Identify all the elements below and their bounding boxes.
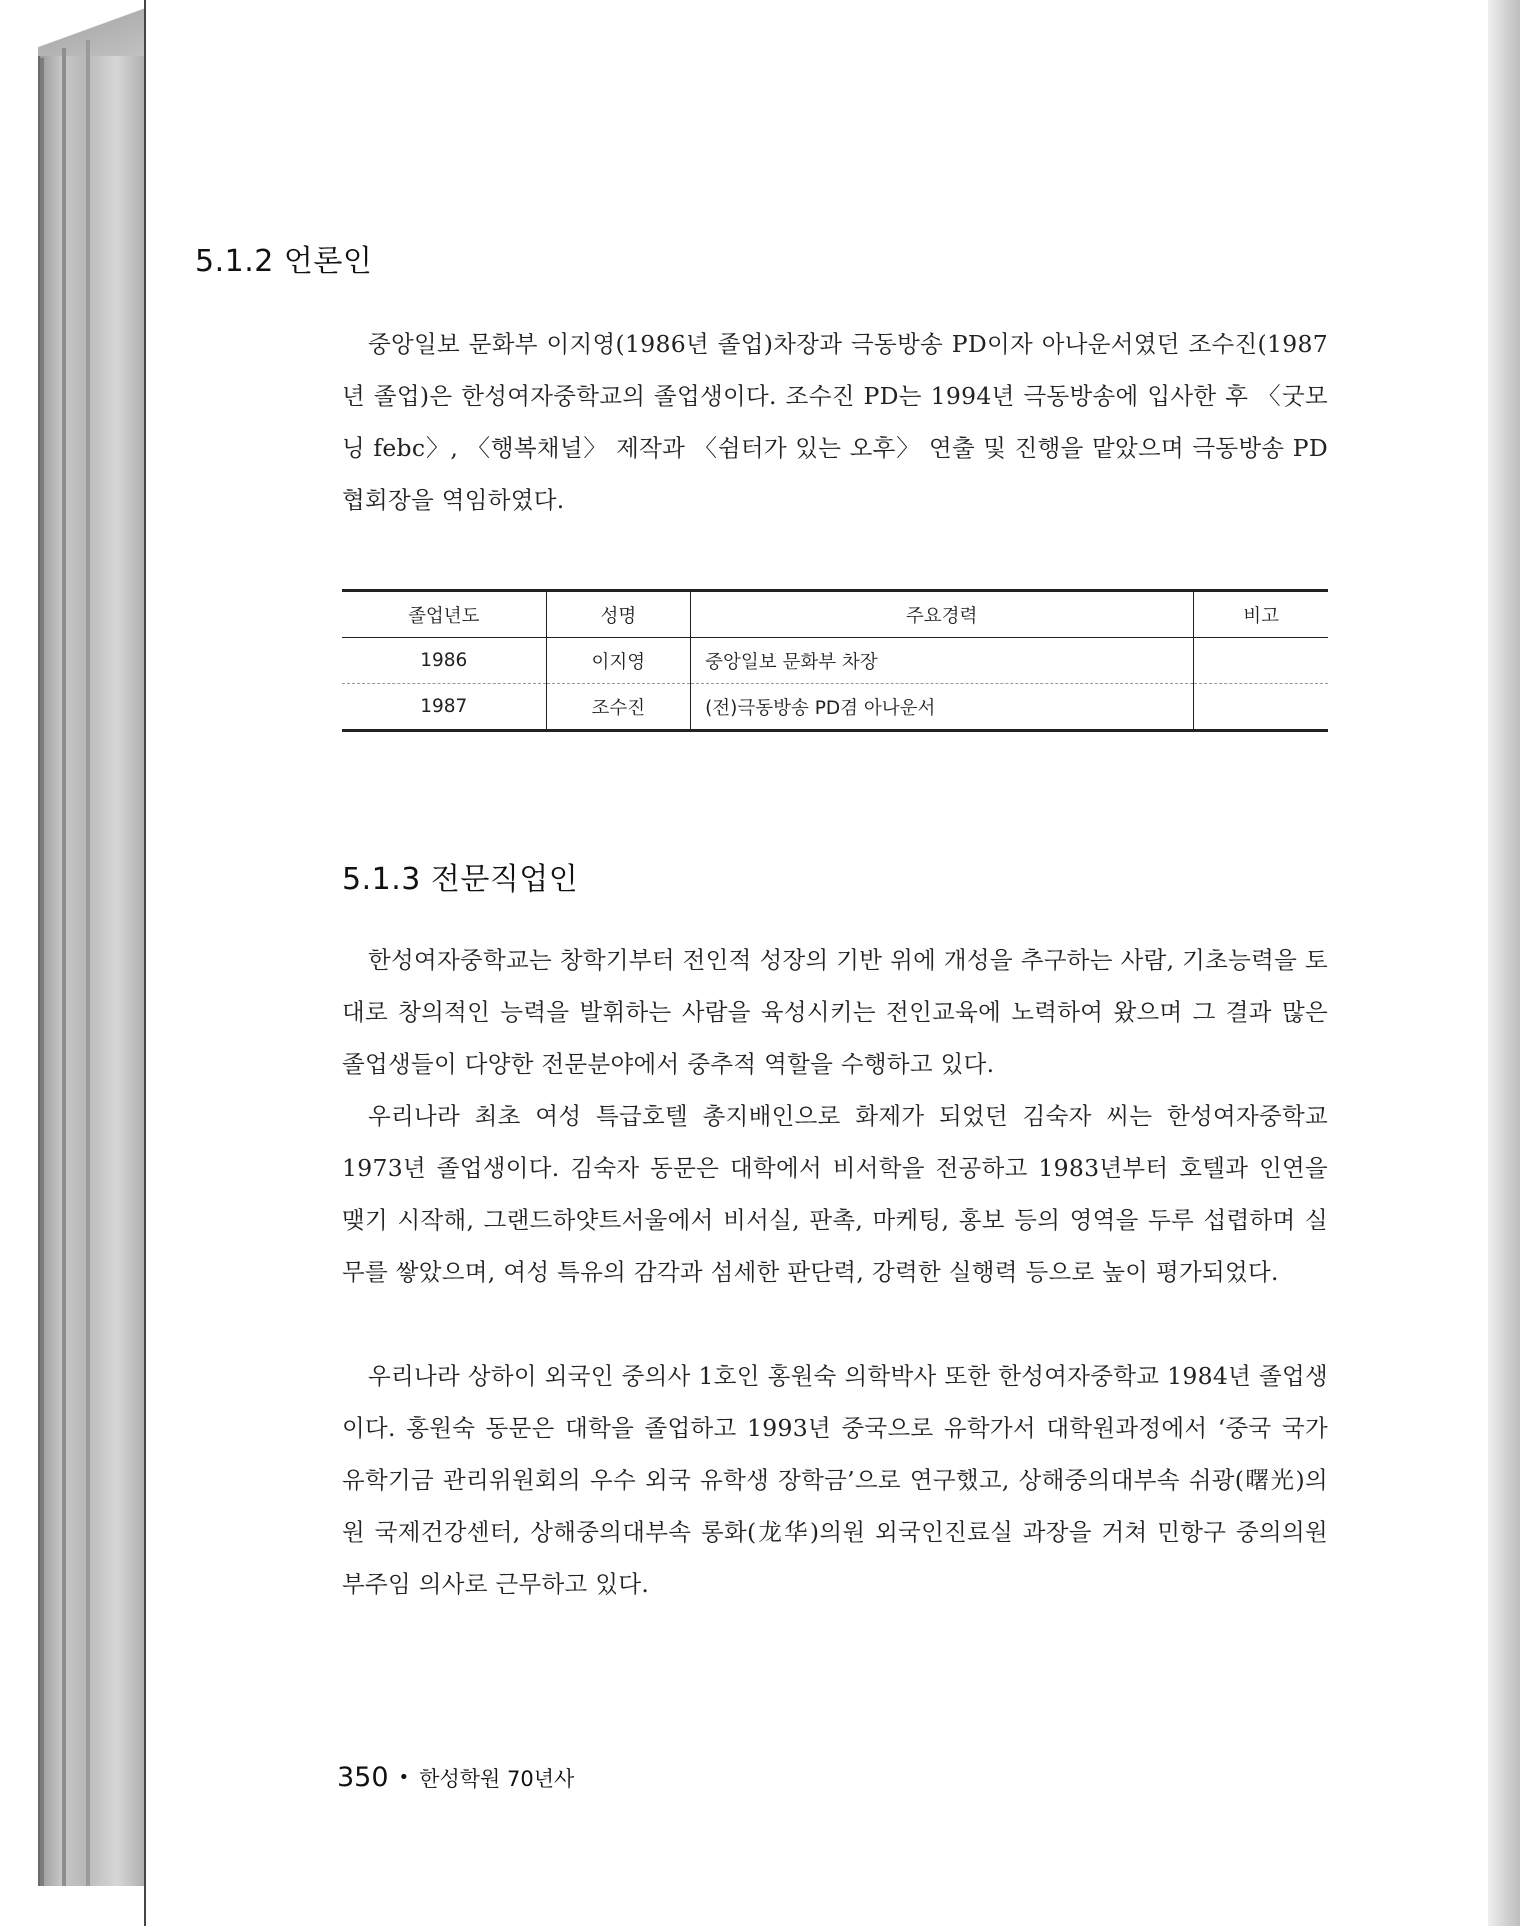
book-edge-pages — [38, 56, 150, 1886]
table-cell-note — [1194, 638, 1328, 684]
paragraph-hong-wonsook — [342, 1350, 1328, 1610]
table-cell-year: 1986 — [342, 638, 546, 684]
paragraph-text: 우리나라 상하이 외국인 중의사 1호인 홍원숙 의학박사 또한 한성여자중학교 1984년 졸업생이다. 홍원숙 동문은 대학을 졸업하고 1993년 중국으로 유학가서 대학원과정에서 ‘중국 국가 유학기금 관리위원회의 우수 외국 유학생 장학금’으로 연구했고, 상해중의대부속 쉬광(曙光)의원 국제건강센터, 상해중의대부속 롱화(龙华)의원 외국인진료실 과장을 거쳐 민항구 중의의원 부주임 의사로 근무하고 있다. — [342, 1362, 1328, 1598]
table-header-row — [342, 591, 1328, 638]
book-title: 한성학원 70년사 — [419, 1767, 575, 1791]
table-cell-career: (전)극동방송 PD겸 아나운서 — [691, 684, 1194, 731]
book-edge-line — [62, 48, 66, 1886]
paragraph-text: 중앙일보 문화부 이지영(1986년 졸업)차장과 극동방송 PD이자 아나운서였던 조수진(1987년 졸업)은 한성여자중학교의 졸업생이다. 조수진 PD는 1994년 극동방송에 입사한 후 〈굿모닝 febc〉, 〈행복채널〉 제작과 〈쉼터가 있는 오후〉 연출 및 진행을 맡았으며 극동방송 PD협회장을 역임하였다. — [342, 330, 1328, 514]
table-cell-career: 중앙일보 문화부 차장 — [691, 638, 1194, 684]
paragraph-text: 한성여자중학교는 창학기부터 전인적 성장의 기반 위에 개성을 추구하는 사람, 기초능력을 토대로 창의적인 능력을 발휘하는 사람을 육성시키는 전인교육에 노력하여 왔으며 그 결과 많은 졸업생들이 다양한 전문분야에서 중추적 역할을 수행하고 있다. — [342, 946, 1328, 1078]
paragraph-journalists — [342, 318, 1328, 526]
column-header-name: 성명 — [546, 591, 690, 638]
book-edge-stack — [0, 0, 150, 1926]
table-cell-note — [1194, 684, 1328, 731]
table-cell-year: 1987 — [342, 684, 546, 731]
paragraph-kim-sookja — [342, 1090, 1328, 1298]
book-edge-line — [40, 58, 44, 1886]
table-cell-name: 이지영 — [546, 638, 690, 684]
page-number: 350 — [337, 1762, 389, 1793]
book-edge-line — [86, 40, 90, 1886]
graduates-table — [342, 589, 1328, 732]
book-edge-top-shadow — [38, 0, 150, 60]
table-row — [342, 638, 1328, 684]
table-row — [342, 684, 1328, 731]
page-right-shadow — [1486, 0, 1520, 1926]
column-header-career: 주요경력 — [691, 591, 1194, 638]
section-title-professionals: 5.1.3 전문직업인 — [342, 862, 579, 897]
paragraph-text: 우리나라 최초 여성 특급호텔 총지배인으로 화제가 되었던 김숙자 씨는 한성여자중학교 1973년 졸업생이다. 김숙자 동문은 대학에서 비서학을 전공하고 1983년부터 호텔과 인연을 맺기 시작해, 그랜드하얏트서울에서 비서실, 판촉, 마케팅, 홍보 등의 영역을 두루 섭렵하며 실무를 쌓았으며, 여성 특유의 감각과 섬세한 판단력, 강력한 실행력 등으로 높이 평가되었다. — [342, 1102, 1328, 1286]
footer-bullet: • — [398, 1767, 410, 1788]
table-cell-name: 조수진 — [546, 684, 690, 731]
page-footer — [337, 1762, 574, 1793]
column-header-note: 비고 — [1194, 591, 1328, 638]
section-title-journalists: 5.1.2 언론인 — [195, 244, 373, 279]
paragraph-professionals-intro — [342, 934, 1328, 1090]
column-header-year: 졸업년도 — [342, 591, 546, 638]
